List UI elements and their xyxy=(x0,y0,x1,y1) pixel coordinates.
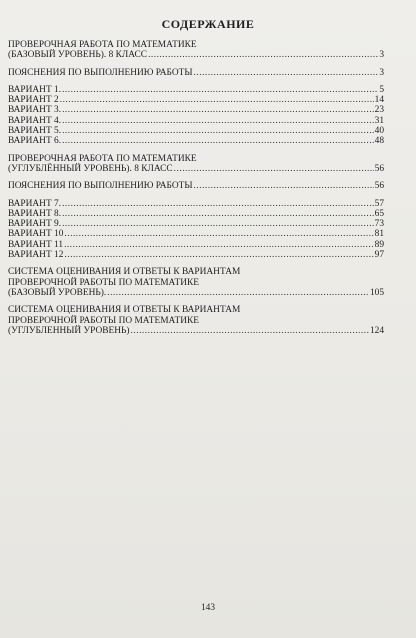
toc-entry-text: ВАРИАНТ 10 xyxy=(8,229,64,240)
toc-entry[interactable] xyxy=(8,229,384,239)
toc-entry[interactable] xyxy=(8,219,384,229)
toc-entry-text: (БАЗОВЫЙ УРОВЕНЬ). xyxy=(8,287,107,298)
toc-entry-text: СИСТЕМА ОЦЕНИВАНИЯ И ОТВЕТЫ К ВАРИАНТАМ xyxy=(8,305,241,316)
toc-section xyxy=(8,85,384,147)
toc-section xyxy=(8,40,384,61)
table-of-contents xyxy=(8,40,384,343)
toc-entry-text: ВАРИАНТ 12 xyxy=(8,250,64,261)
toc-entry[interactable] xyxy=(8,250,384,260)
toc-page-number: 65 xyxy=(374,208,384,219)
toc-section xyxy=(8,68,384,78)
leader-dots xyxy=(62,209,374,219)
toc-entry[interactable] xyxy=(8,136,384,146)
leader-dots xyxy=(107,288,369,298)
toc-entry[interactable] xyxy=(8,95,384,105)
leader-dots xyxy=(131,326,369,336)
toc-entry[interactable] xyxy=(8,305,384,336)
toc-section xyxy=(8,181,384,191)
toc-entry-text: СИСТЕМА ОЦЕНИВАНИЯ И ОТВЕТЫ К ВАРИАНТАМ xyxy=(8,267,241,278)
toc-entry-text: (УГЛУБЛЁННЫЙ УРОВЕНЬ). 8 КЛАСС xyxy=(8,163,173,174)
toc-entry[interactable] xyxy=(8,181,384,191)
toc-entry-line xyxy=(8,240,384,250)
toc-page-number: 81 xyxy=(374,229,384,240)
toc-entry-text: (БАЗОВЫЙ УРОВЕНЬ). 8 КЛАСС xyxy=(8,50,148,61)
toc-page-number: 31 xyxy=(374,115,384,126)
toc-entry-text: ПРОВЕРОЧНОЙ РАБОТЫ ПО МАТЕМАТИКЕ xyxy=(8,315,199,326)
toc-section xyxy=(8,267,384,298)
toc-entry-text: ПОЯСНЕНИЯ ПО ВЫПОЛНЕНИЮ РАБОТЫ xyxy=(8,67,193,78)
page-title: СОДЕРЖАНИЕ xyxy=(161,17,255,31)
toc-page-number: 3 xyxy=(379,67,384,78)
toc-entry-text: ВАРИАНТ 3. xyxy=(8,105,62,116)
leader-dots xyxy=(64,229,373,239)
toc-entry-text: ВАРИАНТ 2 xyxy=(8,95,59,106)
toc-page-number: 14 xyxy=(374,95,384,106)
toc-entry[interactable] xyxy=(8,240,384,250)
toc-entry-line xyxy=(8,105,384,115)
toc-entry-line xyxy=(8,181,384,191)
toc-section xyxy=(8,154,384,175)
page-number: 143 xyxy=(200,603,216,613)
toc-section xyxy=(8,199,384,261)
toc-page-number: 105 xyxy=(369,287,384,298)
toc-page-number: 124 xyxy=(369,325,384,336)
leader-dots xyxy=(62,126,374,136)
toc-entry-line xyxy=(8,316,384,326)
leader-dots xyxy=(62,105,374,115)
toc-entry-text: ВАРИАНТ 4. xyxy=(8,115,62,126)
leader-dots xyxy=(148,50,378,60)
toc-entry-text: ВАРИАНТ 6. xyxy=(8,136,62,147)
toc-entry-text: ВАРИАНТ 1. xyxy=(8,84,62,95)
toc-entry[interactable] xyxy=(8,199,384,209)
toc-entry-line xyxy=(8,305,384,315)
toc-page-number: 56 xyxy=(374,181,384,192)
toc-entry-line xyxy=(8,68,384,78)
leader-dots xyxy=(174,164,374,174)
toc-page-number: 89 xyxy=(374,239,384,250)
leader-dots xyxy=(62,199,374,209)
toc-entry-line xyxy=(8,278,384,288)
toc-entry-text: ПРОВЕРОЧНАЯ РАБОТА ПО МАТЕМАТИКЕ xyxy=(8,40,197,50)
toc-page-number: 48 xyxy=(374,136,384,147)
toc-entry[interactable] xyxy=(8,209,384,219)
toc-entry[interactable] xyxy=(8,40,384,61)
toc-entry-text: ВАРИАНТ 5. xyxy=(8,126,62,137)
toc-entry-line xyxy=(8,154,384,164)
toc-entry-line xyxy=(8,40,384,50)
toc-entry[interactable] xyxy=(8,116,384,126)
toc-entry-text: ПОЯСНЕНИЯ ПО ВЫПОЛНЕНИЮ РАБОТЫ xyxy=(8,181,193,192)
toc-entry-text: ВАРИАНТ 11 xyxy=(8,239,64,250)
toc-page-number: 40 xyxy=(374,126,384,137)
toc-entry[interactable] xyxy=(8,105,384,115)
toc-entry-line xyxy=(8,267,384,277)
toc-entry-line xyxy=(8,50,384,60)
toc-entry-text: (УГЛУБЛЕННЫЙ УРОВЕНЬ) xyxy=(8,325,130,336)
toc-entry[interactable] xyxy=(8,126,384,136)
leader-dots xyxy=(62,136,374,146)
toc-entry-line xyxy=(8,229,384,239)
leader-dots xyxy=(194,181,374,191)
leader-dots xyxy=(194,68,379,78)
toc-entry-line xyxy=(8,85,384,95)
toc-entry[interactable] xyxy=(8,85,384,95)
toc-entry-line xyxy=(8,250,384,260)
toc-page-number: 23 xyxy=(374,105,384,116)
toc-entry-line xyxy=(8,209,384,219)
toc-entry-line xyxy=(8,136,384,146)
toc-entry-text: ВАРИАНТ 7. xyxy=(8,198,62,209)
toc-entry-text: ПРОВЕРОЧНОЙ РАБОТЫ ПО МАТЕМАТИКЕ xyxy=(8,277,199,288)
toc-entry-line xyxy=(8,288,384,298)
leader-dots xyxy=(62,116,374,126)
toc-page-number: 57 xyxy=(374,198,384,209)
toc-page-number: 5 xyxy=(379,84,384,95)
toc-entry-text: ВАРИАНТ 8. xyxy=(8,208,62,219)
toc-entry-line xyxy=(8,116,384,126)
toc-page-number: 56 xyxy=(374,163,384,174)
toc-page-number: 97 xyxy=(374,250,384,261)
toc-entry-line xyxy=(8,164,384,174)
toc-entry[interactable] xyxy=(8,267,384,298)
toc-entry[interactable] xyxy=(8,68,384,78)
toc-entry-text: ПРОВЕРОЧНАЯ РАБОТА ПО МАТЕМАТИКЕ xyxy=(8,153,197,164)
toc-entry-line xyxy=(8,126,384,136)
toc-page-number: 3 xyxy=(379,50,384,61)
leader-dots xyxy=(60,95,374,105)
leader-dots xyxy=(62,219,374,229)
toc-section xyxy=(8,305,384,336)
leader-dots xyxy=(62,85,378,95)
leader-dots xyxy=(64,250,373,260)
toc-entry-line xyxy=(8,95,384,105)
toc-entry-line xyxy=(8,326,384,336)
toc-entry-line xyxy=(8,199,384,209)
toc-entry-text: ВАРИАНТ 9. xyxy=(8,219,62,230)
toc-entry-line xyxy=(8,219,384,229)
toc-entry[interactable] xyxy=(8,154,384,175)
leader-dots xyxy=(64,240,374,250)
toc-page-number: 73 xyxy=(374,219,384,230)
